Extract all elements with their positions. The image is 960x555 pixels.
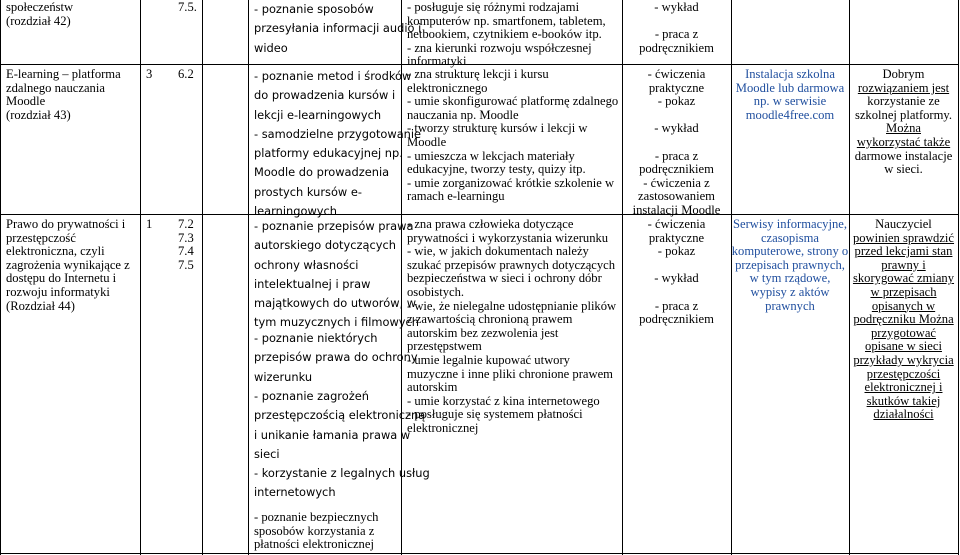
text-line: podręcznikiem — [639, 162, 714, 177]
text-line: sieci — [254, 446, 280, 461]
text-line: tym muzycznych i filmowych — [254, 315, 419, 330]
text-line: - wykład — [654, 0, 699, 14]
text-line: autorskim — [407, 380, 458, 395]
text-line: Moodle do prowadzenia — [254, 165, 390, 180]
text-line: (rozdział 42) — [6, 13, 71, 28]
text-line: (rozdział 43) — [6, 107, 71, 122]
text-line: - umie zorganizować krótkie szkolenie w — [407, 175, 615, 190]
methods-cell — [622, 68, 731, 218]
column-divider — [958, 0, 959, 555]
text-line: opisane w sieci — [865, 339, 942, 354]
text-line: elektronicznego — [407, 80, 488, 95]
section-number: 7.5 — [178, 257, 194, 272]
text-line: zagrożenia wynikające z — [6, 257, 130, 272]
text-line: dostępu do Internetu i — [6, 271, 117, 286]
text-line: przestępczości — [866, 366, 941, 381]
text-line: Instalacja szkolna — [745, 67, 835, 81]
topic-cell — [6, 218, 130, 313]
goals-cell — [254, 464, 430, 503]
text-line: - poznanie sposobów — [254, 2, 374, 16]
text-line: szkolnej platformy. — [854, 107, 953, 122]
hours-cell — [146, 68, 152, 82]
text-line: - korzystanie z legalnych usług — [254, 466, 430, 480]
text-line: i unikanie łamania prawa w — [254, 427, 411, 442]
text-line: - poznanie niektórych — [254, 331, 378, 345]
text-line: przestępczością elektroniczną — [254, 408, 426, 423]
outcomes-cell — [407, 218, 616, 436]
text-line: zdalnego nauczania — [6, 80, 105, 95]
text-line: - umieszcza w lekcjach materiały — [407, 148, 575, 163]
text-line: intelektualnej i praw — [254, 276, 371, 291]
hours-value: 3 — [146, 67, 153, 81]
text-line: podręcznikiem — [639, 40, 714, 55]
text-line: instalacji Moodle — [632, 202, 721, 217]
goals-cell — [254, 329, 418, 387]
text-line: - wie, że nielegalne udostępnianie plików — [407, 298, 617, 313]
text-line: - ćwiczenia — [647, 67, 706, 81]
section-number: 6.2 — [178, 67, 194, 81]
text-line: - zna strukturę lekcji i kursu — [407, 67, 549, 81]
text-line: Można — [886, 121, 921, 136]
text-line: platformy edukacyjnej np. — [254, 146, 403, 161]
text-line: Dobrym — [882, 67, 925, 81]
section-cell — [178, 1, 197, 15]
text-line: learningowych — [254, 204, 337, 219]
text-line — [622, 136, 731, 150]
topic-cell — [6, 68, 121, 122]
text-line: z zawartością chronioną prawem — [407, 312, 573, 327]
text-line: ochrony własności — [254, 257, 359, 272]
text-line: - zna kierunki rozwoju współczesnej — [407, 40, 592, 55]
text-line: szukać przepisów prawnych dotyczących — [407, 257, 616, 272]
text-line: Nauczyciel — [875, 217, 932, 231]
text-line: wizerunku — [254, 369, 313, 384]
text-line: - praca z — [654, 148, 699, 163]
text-line: - umie legalnie kupować utwory — [407, 352, 570, 367]
text-line — [622, 15, 731, 29]
column-divider — [248, 0, 249, 555]
text-line: - umie korzystać z kina internetowego — [407, 393, 600, 408]
text-line: w przepisach — [870, 284, 937, 299]
text-line: - posługuje się różnymi rodzajami — [407, 0, 580, 14]
text-line: komputerowe, strony o — [731, 244, 849, 259]
text-line: osobistych. — [407, 284, 465, 299]
methods-cell — [622, 1, 731, 55]
text-line: - praca z — [654, 27, 699, 42]
text-line: Serwisy informacyjne, — [732, 217, 847, 231]
text-line: do prowadzenia kursów i — [254, 88, 396, 103]
column-divider — [0, 0, 1, 555]
goals-cell — [254, 387, 425, 464]
text-line: internetowych — [254, 485, 336, 500]
outcomes-cell — [407, 1, 606, 69]
text-line: wykorzystać także — [856, 134, 951, 149]
text-line: przestępstwem — [407, 339, 482, 354]
notes-cell — [849, 218, 958, 422]
text-line: - tworzy strukturę kursów i lekcji w — [407, 121, 588, 136]
hours-value: 1 — [146, 217, 153, 231]
text-line: prawnych — [765, 298, 815, 313]
section-number: 7.3 — [178, 230, 194, 245]
text-line: czasopisma — [760, 230, 820, 245]
text-line: przykłady wykrycia — [853, 352, 954, 367]
text-line: korzystanie ze — [867, 94, 940, 109]
text-line: - pokaz — [657, 94, 696, 109]
text-line: skutków takiej — [866, 393, 941, 408]
text-line: przygotować — [870, 325, 937, 340]
text-line: - samodzielne przygotowanie — [254, 126, 422, 141]
text-line: - wykład — [654, 121, 699, 136]
resources-cell — [731, 68, 849, 122]
column-divider — [202, 0, 203, 555]
text-line: prawny i — [881, 257, 926, 272]
text-line: Moodle lub darmowa — [735, 80, 845, 95]
text-line: - zna prawa człowieka dotyczące — [407, 217, 574, 231]
topic-cell — [6, 1, 73, 28]
text-line: przestępczość — [6, 230, 76, 245]
text-line: majątkowych do utworów, w — [254, 296, 417, 311]
text-line: skorygować zmiany — [852, 271, 955, 286]
text-line: przepisów prawa do ochrony — [254, 350, 418, 365]
text-line: prostych kursów e- — [254, 184, 362, 199]
methods-cell — [622, 218, 731, 327]
text-line: opisanych w — [871, 298, 936, 313]
column-divider — [140, 0, 141, 555]
text-line: E-learning – platforma — [6, 67, 121, 81]
text-line: netbookiem, czytnikiem e-booków itp. — [407, 27, 602, 42]
section-number: 7.4 — [178, 244, 194, 259]
text-line: przesyłania informacji audio i — [254, 21, 422, 36]
section-cell — [178, 218, 194, 272]
text-line: - pokaz — [657, 244, 696, 259]
text-line: np. w serwisie — [753, 94, 827, 109]
text-line: muzyczne i inne pliki chronione prawem — [407, 366, 613, 381]
text-line: płatności elektronicznej — [254, 537, 374, 552]
text-line: - ćwiczenia — [647, 217, 706, 231]
text-line: Moodle — [6, 94, 46, 109]
text-line: - ćwiczenia z — [643, 175, 710, 190]
section-number: 7.2 — [178, 217, 194, 231]
text-line: - poznanie przepisów prawa — [254, 219, 414, 233]
text-line: - praca z — [654, 298, 699, 313]
text-line: bezpieczeństwa w sieci i ochrony dóbr — [407, 271, 602, 286]
text-line: społeczeństw — [6, 0, 74, 14]
section-number: 7.5. — [178, 0, 197, 14]
text-line — [622, 259, 731, 273]
text-line — [622, 286, 731, 300]
text-line: elektronicznej i — [864, 380, 943, 395]
text-line: w tym rządowe, — [749, 271, 831, 286]
text-line: edukacyjne, tworzy testy, quizy itp. — [407, 162, 586, 177]
text-line: praktyczne — [648, 230, 705, 245]
text-line: - poznanie bezpiecznych — [254, 510, 379, 524]
text-line: prywatności i wykorzystania wizerunku — [407, 230, 609, 245]
text-line: autorskim bez zezwolenia jest — [407, 325, 559, 340]
text-line: ramach e-learningu — [407, 189, 505, 204]
hours-cell — [146, 218, 152, 232]
text-line: - umie skonfigurować platformę zdalnego — [407, 94, 619, 109]
text-line: podręcznikiem — [639, 312, 714, 327]
text-line: rozwiązaniem jest — [857, 80, 950, 95]
text-line: lekcji e-learningowych — [254, 107, 382, 122]
text-line: Moodle — [407, 134, 447, 149]
text-line: sposobów korzystania z — [254, 523, 375, 538]
row-divider — [0, 214, 959, 215]
text-line: komputerów np. smartfonem, tabletem, — [407, 13, 606, 28]
text-line: moodle4free.com — [745, 107, 835, 122]
text-line: - poznanie zagrożeń — [254, 389, 369, 403]
text-line: nauczania np. Moodle — [407, 107, 519, 122]
text-line: w sieci. — [884, 162, 923, 177]
text-line: rozwoju informatyki — [6, 284, 110, 299]
text-line: przepisach prawnych, — [735, 257, 845, 272]
text-line: wideo — [254, 40, 288, 55]
goals-cell — [254, 0, 421, 58]
text-line: podręczniku Można — [853, 312, 954, 327]
row-divider — [0, 553, 959, 554]
text-line: praktyczne — [648, 80, 705, 95]
text-line: wypisy z aktów — [750, 284, 830, 299]
goals-cell — [254, 511, 378, 552]
text-line — [622, 109, 731, 123]
text-line: - poznanie metod i środków — [254, 69, 412, 83]
goals-cell — [254, 67, 421, 221]
text-line: - wykład — [654, 271, 699, 286]
text-line: autorskiego dotyczących — [254, 238, 396, 253]
text-line: darmowe instalacje — [854, 148, 953, 163]
outcomes-cell — [407, 68, 618, 204]
text-line: (Rozdział 44) — [6, 298, 75, 313]
notes-cell — [849, 68, 958, 177]
text-line: działalności — [873, 407, 934, 422]
text-line: powinien sprawdzić — [852, 230, 955, 245]
text-line: informatyki — [407, 54, 467, 69]
resources-cell — [731, 218, 849, 313]
text-line: - posługuje się systemem płatności — [407, 407, 583, 422]
text-line: elektroniczna, czyli — [6, 244, 105, 259]
section-cell — [178, 68, 194, 82]
text-line: przed lekcjami stan — [854, 244, 953, 259]
text-line: Prawo do prywatności i — [6, 217, 126, 231]
goals-cell — [254, 217, 419, 333]
text-line: elektronicznej — [407, 420, 479, 435]
text-line: - wie, w jakich dokumentach należy — [407, 244, 589, 259]
text-line: zastosowaniem — [638, 189, 715, 204]
